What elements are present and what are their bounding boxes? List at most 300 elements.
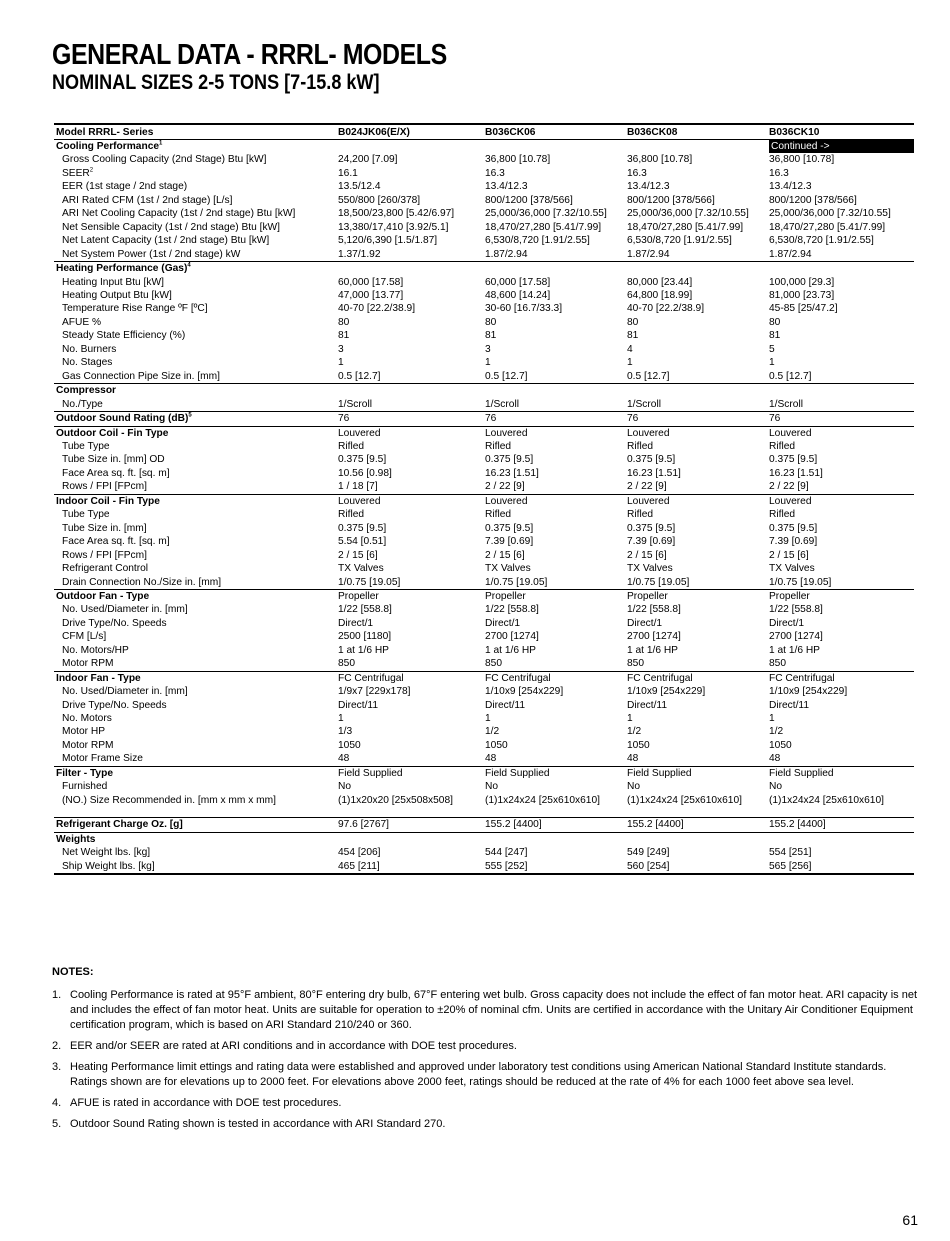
table-cell: 64,800 [18.99] (627, 289, 693, 301)
spacer-cell (625, 807, 767, 818)
row-label (54, 508, 336, 521)
row-label (54, 153, 336, 166)
table-cell: 1/Scroll (485, 398, 519, 410)
note-item (52, 1117, 922, 1132)
table-cell: 16.3 (769, 167, 789, 179)
table-cell: 800/1200 [378/566] (627, 194, 715, 206)
page-subtitle: NOMINAL SIZES 2-5 TONS [7-15.8 kW] (52, 71, 380, 94)
table-cell: Rifled (769, 440, 796, 452)
table-cell: 2500 [1180] (338, 631, 392, 643)
row-label (54, 860, 336, 874)
section-value-cell: Louvered (336, 494, 483, 508)
section-title-text: Heating Performance (Gas) (56, 263, 188, 275)
section-title (54, 412, 336, 426)
row-label-text: SEER (62, 167, 90, 179)
row-label (54, 343, 336, 356)
section-value-cell: Field Supplied (625, 766, 767, 780)
table-cell: 0.375 [9.5] (627, 454, 676, 466)
row-label-text: (NO.) Size Recommended in. [mm x mm x mm] (62, 794, 276, 806)
header-cell-model-series: Model RRRL- Series (54, 124, 336, 140)
section-value-cell (483, 262, 625, 276)
table-cell: 36,800 [10.78] (485, 154, 551, 166)
table-row (54, 630, 914, 643)
row-label-text: No./Type (62, 398, 103, 410)
table-header-row (54, 124, 914, 140)
general-data-table (54, 123, 914, 875)
table-cell: 1/0.75 [19.05] (338, 576, 401, 588)
table-cell: 1/22 [558.8] (485, 604, 539, 616)
note-text: Cooling Performance is rated at 95°F ambient, 80°F entering dry bulb, 67°F entering wet bulb. Gross capacity does not include the effect of fan motor heat. ARI capacity is net and includes the effect of fan motor heat. Units are suitable for operation to ±20% of nominal cfm. Units are certified in accordance with the Unitary Air Conditioner Equipment certification program, which is based on ARI Standard 210/240 or 360. (70, 989, 918, 1031)
row-label-text: Drive Type/No. Speeds (62, 699, 167, 711)
notes-title: NOTES: (52, 966, 94, 978)
table-cell: 1050 (769, 739, 792, 751)
table-cell: 16.23 [1.51] (627, 467, 681, 479)
section-value-cell: Louvered (767, 494, 914, 508)
table-row (54, 289, 914, 302)
row-label (54, 522, 336, 535)
table-row (54, 846, 914, 859)
table-row (54, 752, 914, 766)
section-value-cell: Louvered (767, 426, 914, 440)
table-row (54, 657, 914, 671)
table-cell: 60,000 [17.58] (485, 276, 551, 288)
note-number: 1. (52, 989, 62, 1001)
section-title (54, 832, 336, 846)
table-cell: 18,470/27,280 [5.41/7.99] (485, 221, 602, 233)
section-value-cell: FC Centrifugal (336, 671, 483, 685)
row-label (54, 699, 336, 712)
table-cell: 16.23 [1.51] (485, 467, 539, 479)
table-cell: 6,530/8,720 [1.91/2.55] (627, 235, 732, 247)
row-label-text: Tube Type (62, 509, 110, 521)
row-label (54, 207, 336, 220)
row-label (54, 685, 336, 698)
table-row (54, 234, 914, 247)
section-value-cell: FC Centrifugal (767, 671, 914, 685)
footnote-ref: 1 (159, 140, 163, 147)
table-cell: 16.1 (338, 167, 358, 179)
table-cell: 1/22 [558.8] (627, 604, 681, 616)
row-label-text: Rows / FPI [FPcm] (62, 481, 147, 493)
table-row (54, 248, 914, 262)
row-label (54, 752, 336, 766)
table-cell: 16.23 [1.51] (769, 467, 823, 479)
section-value-cell: 155.2 [4400] (625, 818, 767, 832)
section-title-text: Indoor Coil - Fin Type (56, 495, 160, 507)
row-label (54, 234, 336, 247)
section-value-cell (625, 384, 767, 398)
header-cell-b036ck08: B036CK08 (625, 124, 767, 140)
section-title (54, 766, 336, 780)
table-cell: 1050 (338, 739, 361, 751)
table-cell: 2 / 22 [9] (627, 481, 667, 493)
table-cell: Rifled (485, 440, 512, 452)
row-label-text: Tube Size in. [mm] OD (62, 454, 165, 466)
table-cell: (1)1x24x24 [25x610x610] (485, 794, 600, 806)
table-cell: 554 [251] (769, 847, 812, 859)
footnote-ref: 2 (89, 167, 94, 174)
row-label-text: Motor HP (62, 726, 106, 738)
table-cell: 850 (338, 658, 355, 670)
section-value-cell (625, 832, 767, 846)
table-cell: 80,000 [23.44] (627, 276, 693, 288)
row-label (54, 725, 336, 738)
table-cell: Direct/1 (485, 617, 521, 629)
table-cell: 850 (627, 658, 644, 670)
table-row (54, 739, 914, 752)
row-label (54, 794, 336, 807)
spacer-cell (767, 807, 914, 818)
section-title (54, 384, 336, 398)
table-row (54, 699, 914, 712)
row-label-text: Motor RPM (62, 658, 114, 670)
section-value-cell: Louvered (625, 426, 767, 440)
table-row (54, 794, 914, 807)
section-title (54, 671, 336, 685)
table-cell: No (485, 781, 499, 793)
table-cell: 48 (338, 753, 350, 765)
row-label (54, 276, 336, 289)
row-label-text: Net Weight lbs. [kg] (62, 847, 151, 859)
section-title-text: Weights (56, 833, 96, 845)
page-title: GENERAL DATA - RRRL- MODELS (52, 39, 447, 71)
section-title-text: Outdoor Fan - Type (56, 590, 150, 602)
table-cell: 13.4/12.3 (485, 181, 528, 193)
row-label-text: Rows / FPI [FPcm] (62, 549, 147, 561)
row-label (54, 221, 336, 234)
row-label-text: No. Burners (62, 343, 117, 355)
table-cell: 1/0.75 [19.05] (485, 576, 548, 588)
table-cell: 0.375 [9.5] (769, 522, 818, 534)
table-row (54, 562, 914, 575)
section-value-cell: 155.2 [4400] (767, 818, 914, 832)
table-cell: Direct/1 (338, 617, 374, 629)
table-cell: Direct/11 (627, 699, 668, 711)
note-number: 2. (52, 1040, 62, 1052)
table-cell: 1 at 1/6 HP (338, 644, 389, 656)
section-value-cell: Louvered (483, 426, 625, 440)
table-cell: 1050 (627, 739, 650, 751)
table-cell: 81 (769, 330, 781, 342)
table-cell: 550/800 [260/378] (338, 194, 421, 206)
row-label-text: No. Stages (62, 357, 113, 369)
row-label (54, 657, 336, 671)
section-row (54, 262, 914, 276)
table-cell: 1/22 [558.8] (338, 604, 392, 616)
table-cell: 1 (338, 357, 344, 369)
table-cell: 45-85 [25/47.2] (769, 303, 838, 315)
table-cell: 1 (485, 357, 491, 369)
section-value-cell (336, 832, 483, 846)
table-spacer-row (54, 807, 914, 818)
table-cell: 1 (627, 357, 633, 369)
header-cell-b036ck06: B036CK06 (483, 124, 625, 140)
section-value-cell (767, 262, 914, 276)
table-cell: 13.4/12.3 (769, 181, 812, 193)
row-label-text: Tube Size in. [mm] (62, 522, 147, 534)
note-item (52, 1096, 922, 1111)
table-cell: Direct/11 (485, 699, 526, 711)
notes-section (52, 965, 922, 1138)
spacer-cell (483, 807, 625, 818)
section-row (54, 766, 914, 780)
table-cell: 1 at 1/6 HP (627, 644, 678, 656)
row-label-text: Furnished (62, 781, 108, 793)
section-value-cell (336, 140, 483, 154)
table-cell: 560 [254] (625, 860, 767, 874)
note-item (52, 1039, 922, 1054)
table-cell: 7.39 [0.69] (485, 536, 534, 548)
section-title-text: Cooling Performance (56, 141, 160, 152)
table-cell: TX Valves (627, 563, 673, 575)
row-label-text: Gross Cooling Capacity (2nd Stage) Btu [kW] (62, 154, 267, 166)
table-cell: 2700 [1274] (627, 631, 681, 643)
row-label-text: Heating Input Btu [kW] (62, 276, 164, 288)
section-title-text: Indoor Fan - Type (56, 672, 141, 684)
table-row (54, 356, 914, 369)
table-cell: 0.375 [9.5] (627, 522, 676, 534)
table-cell: 1/2 (769, 726, 784, 738)
section-value-cell (336, 262, 483, 276)
row-label-text: Drain Connection No./Size in. [mm] (62, 576, 222, 588)
table-cell: 1 (627, 713, 633, 725)
table-cell: 81 (627, 330, 639, 342)
table-cell: 1.87/2.94 (485, 248, 528, 260)
section-value-cell: 76 (767, 412, 914, 426)
table-cell: 36,800 [10.78] (769, 154, 835, 166)
spacer-cell (336, 807, 483, 818)
row-label-text: Ship Weight lbs. [kg] (62, 860, 155, 872)
row-label (54, 467, 336, 480)
table-cell: 81 (338, 330, 350, 342)
table-cell: 1/2 (627, 726, 642, 738)
section-value-cell (767, 140, 914, 154)
table-cell: 10.56 [0.98] (338, 467, 392, 479)
table-cell: 24,200 [7.09] (338, 154, 398, 166)
table-cell: 81,000 [23.73] (769, 289, 835, 301)
table-cell: 48 (485, 753, 497, 765)
table-cell: 0.375 [9.5] (485, 522, 534, 534)
table-cell: 1.87/2.94 (769, 248, 812, 260)
table-row (54, 370, 914, 384)
table-cell: 2700 [1274] (485, 631, 539, 643)
table-cell: Rifled (485, 509, 512, 521)
row-label (54, 356, 336, 369)
row-label-text: Net System Power (1st / 2nd stage) kW (62, 248, 241, 260)
row-label-text: Face Area sq. ft. [sq. m] (62, 536, 170, 548)
table-row (54, 467, 914, 480)
table-cell: (1)1x20x20 [25x508x508] (338, 794, 453, 806)
table-row (54, 603, 914, 616)
table-row (54, 576, 914, 590)
table-cell: 850 (485, 658, 502, 670)
table-row (54, 153, 914, 166)
section-value-cell: FC Centrifugal (625, 671, 767, 685)
table-cell: 0.375 [9.5] (769, 454, 818, 466)
section-value-cell (767, 832, 914, 846)
note-number: 5. (52, 1118, 62, 1130)
row-label-text: No. Used/Diameter in. [mm] (62, 686, 188, 698)
table-cell: 30-60 [16.7/33.3] (485, 303, 563, 315)
table-cell: 1/3 (338, 726, 353, 738)
row-label-text: Net Sensible Capacity (1st / 2nd stage) Btu [kW] (62, 221, 280, 233)
table-cell: 40-70 [22.2/38.9] (338, 303, 416, 315)
table-cell: 4 (627, 343, 633, 355)
table-cell: 16.3 (627, 167, 647, 179)
table-cell: 13,380/17,410 [3.92/5.1] (338, 221, 449, 233)
section-value-cell: Louvered (336, 426, 483, 440)
table-row (54, 453, 914, 466)
table-cell: 7.39 [0.69] (769, 536, 818, 548)
table-cell: 13.4/12.3 (627, 181, 670, 193)
table-cell: (1)1x24x24 [25x610x610] (769, 794, 884, 806)
section-value-cell: 76 (625, 412, 767, 426)
table-cell: 465 [211] (336, 860, 483, 874)
table-cell: 800/1200 [378/566] (769, 194, 857, 206)
section-value-cell: 97.6 [2767] (336, 818, 483, 832)
row-label-text: CFM [L/s] (62, 631, 107, 643)
table-cell: 5.54 [0.51] (338, 536, 387, 548)
table-cell: 36,800 [10.78] (627, 154, 693, 166)
table-cell: Rifled (627, 509, 654, 521)
page-number: 61 (902, 1212, 918, 1228)
table-cell: 80 (769, 316, 781, 328)
section-value-cell: 76 (483, 412, 625, 426)
table-cell: 6,530/8,720 [1.91/2.55] (485, 235, 590, 247)
table-cell: 80 (627, 316, 639, 328)
table-cell: Rifled (338, 440, 365, 452)
table-cell: 0.5 [12.7] (485, 370, 528, 382)
section-value-cell: Field Supplied (336, 766, 483, 780)
section-value-cell: 155.2 [4400] (483, 818, 625, 832)
row-label (54, 398, 336, 412)
table-cell: 1 (769, 713, 775, 725)
row-label (54, 617, 336, 630)
table-row (54, 207, 914, 220)
row-label-text: Motor Frame Size (62, 753, 143, 765)
table-row (54, 780, 914, 793)
note-text: AFUE is rated in accordance with DOE test procedures. (70, 1097, 342, 1109)
table-row (54, 302, 914, 315)
row-label (54, 562, 336, 575)
row-label (54, 644, 336, 657)
table-cell: 2 / 22 [9] (485, 481, 525, 493)
table-cell: No (769, 781, 783, 793)
table-cell: (1)1x24x24 [25x610x610] (627, 794, 742, 806)
table-cell: 40-70 [22.2/38.9] (627, 303, 705, 315)
section-row (54, 494, 914, 508)
table-cell: Direct/1 (627, 617, 663, 629)
section-row (54, 818, 914, 832)
row-label (54, 846, 336, 859)
table-cell: 1/Scroll (627, 398, 661, 410)
footnote-ref: 4 (187, 262, 191, 269)
section-title (54, 494, 336, 508)
table-cell: No (338, 781, 352, 793)
table-row (54, 343, 914, 356)
row-label (54, 167, 336, 180)
row-label (54, 248, 336, 262)
section-value-cell: Propeller (625, 589, 767, 603)
footnote-ref: 5 (188, 412, 192, 419)
row-label (54, 780, 336, 793)
table-cell: 81 (485, 330, 497, 342)
table-cell: 2 / 15 [6] (627, 549, 667, 561)
table-cell: 3 (338, 343, 344, 355)
section-value-cell: FC Centrifugal (483, 671, 625, 685)
table-row (54, 644, 914, 657)
table-cell: 1 at 1/6 HP (769, 644, 820, 656)
row-label (54, 316, 336, 329)
table-cell: Direct/11 (338, 699, 379, 711)
table-cell: 1/10x9 [254x229] (769, 686, 848, 698)
table-cell: 1/Scroll (338, 398, 372, 410)
section-row (54, 384, 914, 398)
table-cell: 48 (627, 753, 639, 765)
row-label (54, 712, 336, 725)
row-label-text: Drive Type/No. Speeds (62, 617, 167, 629)
section-value-cell (625, 140, 767, 154)
section-value-cell (625, 262, 767, 276)
table-row (54, 617, 914, 630)
table-cell: 48,600 [14.24] (485, 289, 551, 301)
table-cell: 2 / 15 [6] (338, 549, 378, 561)
row-label (54, 453, 336, 466)
table-cell: 18,470/27,280 [5.41/7.99] (627, 221, 744, 233)
note-item (52, 1060, 922, 1090)
row-label (54, 289, 336, 302)
table-cell: 0.5 [12.7] (769, 370, 812, 382)
table-row (54, 522, 914, 535)
table-cell: No (627, 781, 641, 793)
row-label-text: ARI Rated CFM (1st / 2nd stage) [L/s] (62, 194, 233, 206)
table-cell: 1 (769, 357, 775, 369)
section-row (54, 589, 914, 603)
table-cell: 80 (485, 316, 497, 328)
table-cell: 1 / 18 [7] (338, 481, 378, 493)
table-cell: 18,500/23,800 [5.42/6.97] (338, 208, 455, 220)
section-row (54, 426, 914, 440)
table-cell: 48 (769, 753, 781, 765)
section-title-text: Refrigerant Charge Oz. [g] (56, 819, 183, 831)
table-row (54, 712, 914, 725)
section-row (54, 832, 914, 846)
note-number: 3. (52, 1061, 62, 1073)
row-label (54, 329, 336, 342)
table-cell: 7.39 [0.69] (627, 536, 676, 548)
row-label-text: Temperature Rise Range ºF [ºC] (62, 303, 208, 315)
table-row (54, 221, 914, 234)
table-row (54, 329, 914, 342)
general-data-table-body (54, 124, 914, 874)
table-cell: TX Valves (338, 563, 384, 575)
note-text: Heating Performance limit ettings and rating data were established and approved under laboratory test conditions using American National Standard Institute standards. Ratings shown are for elevations up to 2000 feet. For elevations above 2000 feet, ratings should be reduced at the rate of 4% for each 1000 feet above sea level. (70, 1061, 887, 1088)
spacer-cell (54, 807, 336, 818)
row-label-text: Motor RPM (62, 739, 114, 751)
row-label (54, 194, 336, 207)
row-label-text: No. Used/Diameter in. [mm] (62, 604, 188, 616)
table-cell: 1050 (485, 739, 508, 751)
section-row (54, 671, 914, 685)
table-cell: 25,000/36,000 [7.32/10.55] (627, 208, 749, 220)
table-cell: 2 / 15 [6] (485, 549, 525, 561)
table-cell: 1/2 (485, 726, 500, 738)
row-label (54, 302, 336, 315)
row-label-text: Face Area sq. ft. [sq. m] (62, 467, 170, 479)
row-label-text: Heating Output Btu [kW] (62, 289, 172, 301)
section-title-text: Outdoor Coil - Fin Type (56, 427, 169, 439)
table-cell: 1/0.75 [19.05] (627, 576, 690, 588)
